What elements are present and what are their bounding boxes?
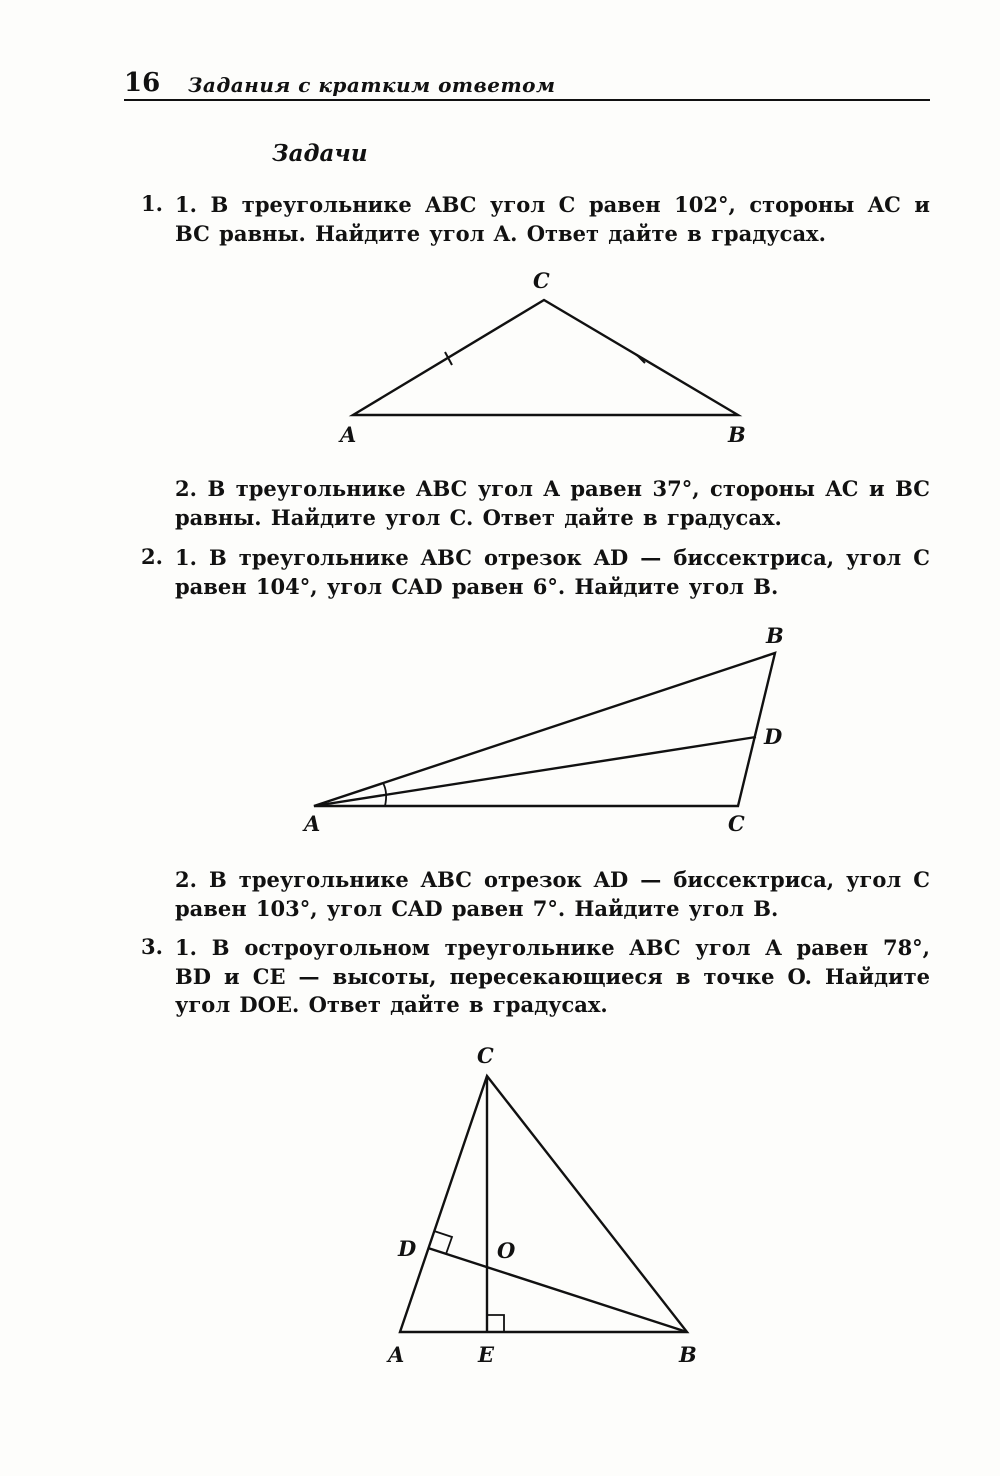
problem-text: 1. В остроугольном треугольнике ABC угол A равен 78°, BD и CE — высоты, пересекающиеся в точке O. Найдите угол DOE. Ответ дайте в градусах. — [175, 935, 930, 1017]
vertex-label: D — [398, 1236, 417, 1261]
problem-number: 2. — [141, 544, 163, 569]
vertex-label: B — [728, 422, 746, 447]
vertex-label: O — [497, 1238, 516, 1263]
problem-text: 2. В треугольнике ABC отрезок AD — биссектриса, угол C равен 103°, угол CAD равен 7°. Найдите угол B. — [175, 867, 930, 921]
problem-number: 3. — [141, 934, 163, 959]
altitude-bd — [428, 1248, 687, 1332]
problem-text: 1. В треугольнике ABC отрезок AD — биссектриса, угол C равен 104°, угол CAD равен 6°. Найдите угол B. — [175, 545, 930, 599]
vertex-label: C — [533, 268, 550, 293]
problem-number: 1. — [141, 191, 163, 216]
vertex-label: E — [478, 1342, 495, 1367]
vertex-label: C — [477, 1043, 494, 1068]
right-angle-mark — [487, 1315, 504, 1332]
problem-text: 2. В треугольнике ABC угол A равен 37°, стороны AC и BC равны. Найдите угол C. Ответ дайте в градусах. — [175, 476, 930, 530]
problem-text: 1. В треугольнике ABC угол C равен 102°, стороны AC и BC равны. Найдите угол A. Ответ дайте в градусах. — [175, 192, 930, 246]
section-title: Задачи — [272, 140, 368, 167]
vertex-label: B — [766, 623, 784, 648]
vertex-label: A — [340, 422, 357, 447]
page-number: 16 — [124, 68, 161, 98]
vertex-label: B — [679, 1342, 697, 1367]
triangle-abc — [400, 1076, 687, 1332]
vertex-label: A — [304, 811, 321, 836]
vertex-label: A — [388, 1342, 405, 1367]
running-header: Задания с кратким ответом — [188, 73, 556, 97]
vertex-label: C — [728, 811, 745, 836]
vertex-label: D — [764, 724, 783, 749]
